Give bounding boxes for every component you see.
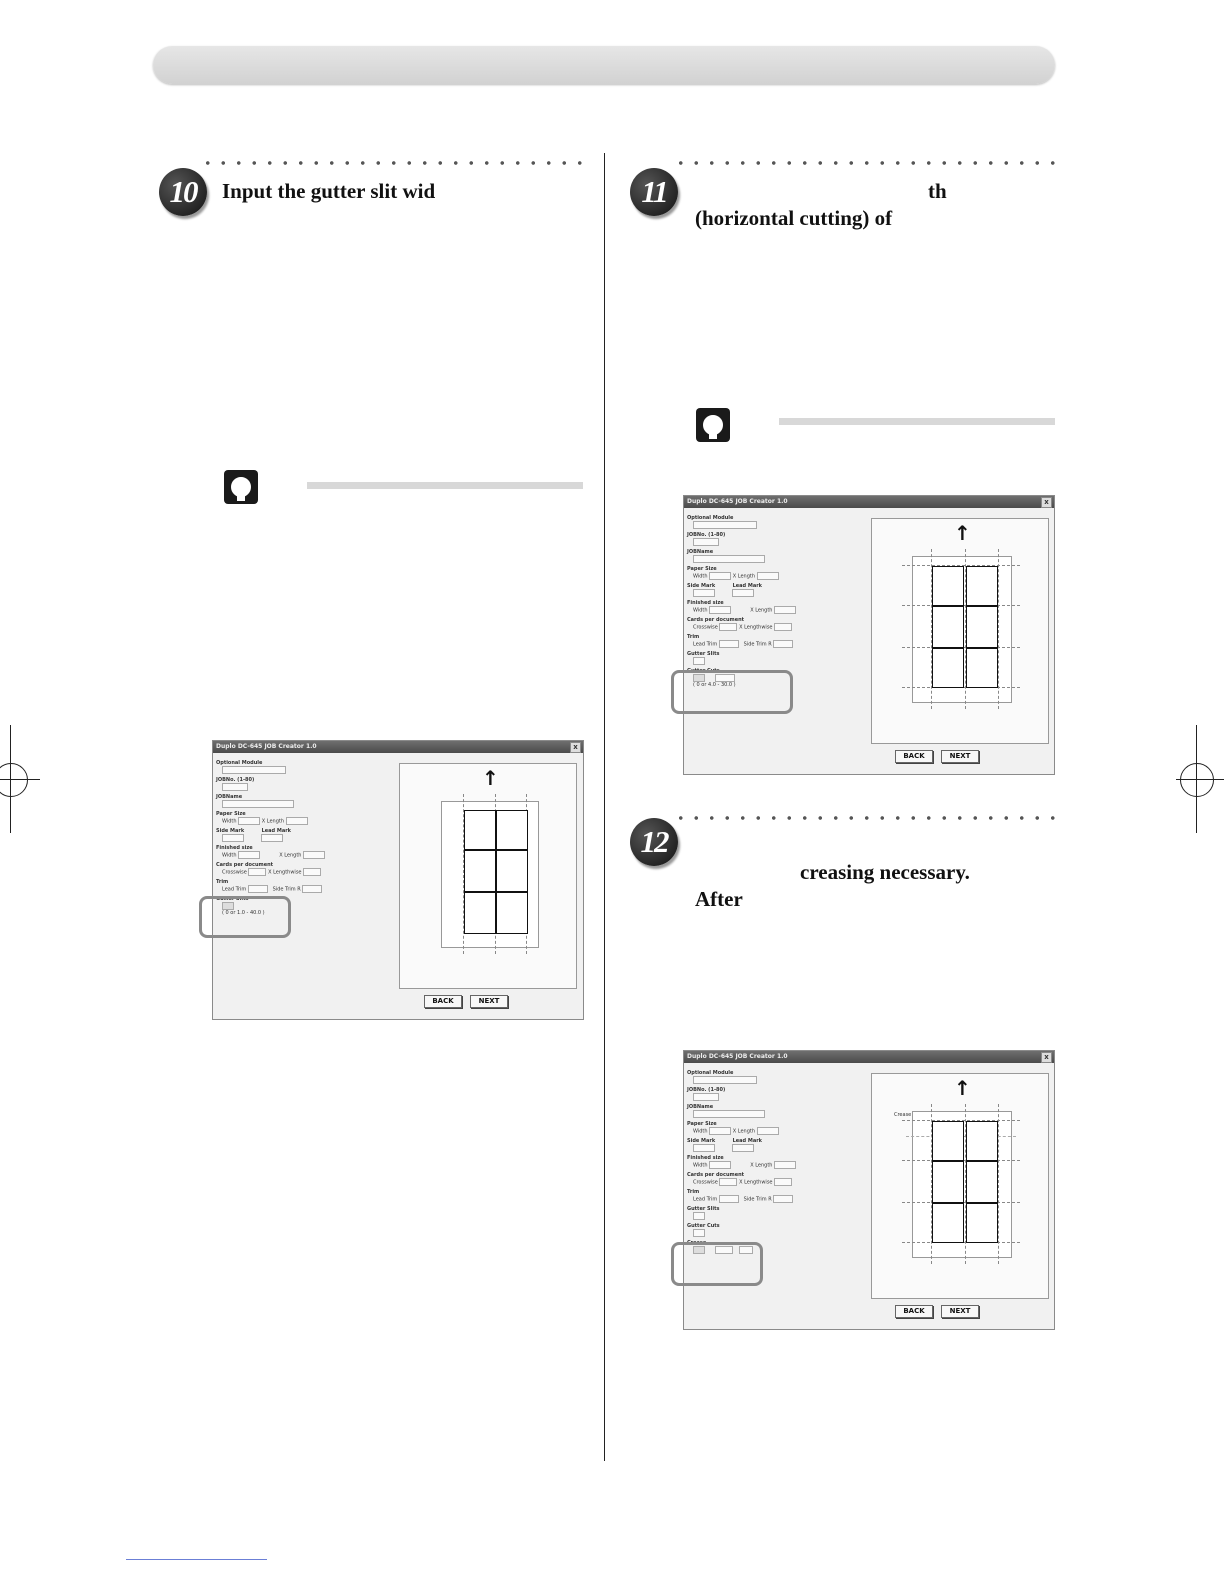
card: [966, 1203, 998, 1243]
job-name-field[interactable]: [693, 555, 765, 563]
lead-trim-label: Lead Trim: [222, 886, 247, 893]
registration-mark-right: [1180, 763, 1214, 797]
dialog-title-bar: [684, 496, 1054, 508]
gutter-slits-range: ( 0 or 1.0 - 40.0 ): [222, 910, 265, 916]
step-10-heading: Input the gutter slit wid: [222, 179, 436, 203]
step-10-number: 10: [159, 168, 207, 216]
gutter-cuts-highlight: [671, 670, 793, 714]
finished-width-field[interactable]: [709, 606, 731, 614]
side-mark-label: Side Mark: [687, 1138, 716, 1144]
crease-preview-label: Crease: [894, 1112, 912, 1118]
lengthwise-label: Lengthwise: [273, 869, 302, 876]
side-mark-field[interactable]: [693, 589, 715, 597]
card: [496, 892, 528, 934]
finished-length-label: Length: [755, 1162, 773, 1169]
footer-link-line: [126, 1559, 267, 1560]
finished-width-label: Width: [222, 852, 237, 859]
back-button[interactable]: BACK: [895, 1305, 933, 1318]
crease-highlight: [671, 1242, 763, 1286]
step-11-heading-line1: th: [928, 179, 947, 203]
gutter-slits-highlight: [199, 896, 291, 938]
card: [966, 1161, 998, 1203]
job-no-label: JOBNo. (1-80): [216, 777, 255, 783]
x-label: X: [732, 1128, 737, 1135]
crease-label: Crease: [687, 1240, 707, 1246]
x-label: X: [750, 1162, 754, 1169]
dialog-title: Duplo DC-645 JOB Creator 1.0: [687, 1053, 788, 1060]
x-label: X: [732, 573, 737, 580]
card: [966, 606, 998, 648]
job-name-field[interactable]: [693, 1110, 765, 1118]
finished-size-label: Finished size: [216, 845, 253, 851]
finished-length-label: Length: [284, 852, 302, 859]
side-trim-field[interactable]: [302, 885, 322, 893]
crosswise-label: Crosswise: [222, 869, 247, 876]
job-no-label: JOBNo. (1-80): [687, 1087, 726, 1093]
card: [464, 850, 496, 892]
lead-trim-field[interactable]: [248, 885, 268, 893]
gutter-slits-label: Gutter Slits: [216, 896, 249, 902]
paper-length-label: Length: [266, 818, 284, 825]
step-12-dotted-rule: [673, 815, 1058, 821]
dialog-form: [216, 757, 391, 916]
x-label: X: [739, 624, 743, 631]
card: [932, 606, 964, 648]
paper-length-label: Length: [737, 1128, 755, 1135]
step-12-heading-line2: After: [695, 887, 743, 911]
optional-module-select[interactable]: [693, 521, 757, 529]
card: [464, 810, 496, 850]
paper-width-label: Width: [222, 818, 237, 825]
paper-length-field[interactable]: [757, 572, 779, 580]
side-trim-label: Side Trim R: [743, 641, 772, 648]
paper-size-label: Paper Size: [687, 566, 717, 572]
step-12-number: 12: [630, 818, 678, 866]
card: [932, 1161, 964, 1203]
finished-length-field[interactable]: [303, 851, 325, 859]
finished-width-label: Width: [693, 1162, 708, 1169]
optional-module-select[interactable]: [693, 1076, 757, 1084]
x-label: X: [268, 869, 272, 876]
lengthwise-label: Lengthwise: [744, 624, 773, 631]
lead-trim-label: Lead Trim: [693, 641, 718, 648]
crosswise-label: Crosswise: [693, 1179, 718, 1186]
cut-line: [998, 549, 999, 709]
crosswise-field[interactable]: [719, 1178, 737, 1186]
finished-width-field[interactable]: [709, 1161, 731, 1169]
paper-length-field[interactable]: [757, 1127, 779, 1135]
cards-per-document-label: Cards per document: [687, 617, 745, 623]
back-button[interactable]: BACK: [895, 750, 933, 763]
lengthwise-field[interactable]: [774, 623, 792, 631]
finished-size-label: Finished size: [687, 1155, 724, 1161]
lead-mark-field[interactable]: [732, 1144, 754, 1152]
feed-direction-arrow-icon: ↑: [954, 521, 971, 545]
side-mark-label: Side Mark: [687, 583, 716, 589]
x-label: X: [739, 1179, 743, 1186]
card: [966, 1121, 998, 1161]
column-divider: [604, 153, 605, 1461]
trim-label: Trim: [216, 879, 229, 885]
dialog-form: [687, 512, 862, 688]
layout-preview: [871, 518, 1049, 744]
layout-preview: [399, 763, 577, 989]
side-mark-label: Side Mark: [216, 828, 245, 834]
job-name-label: JOBName: [687, 1104, 714, 1110]
finished-length-field[interactable]: [774, 606, 796, 614]
close-icon[interactable]: x: [1041, 497, 1052, 508]
crosswise-field[interactable]: [719, 623, 737, 631]
crosswise-label: Crosswise: [693, 624, 718, 631]
dialog-title-bar: [213, 741, 583, 753]
layout-preview: [871, 1073, 1049, 1299]
tip-icon: [224, 470, 258, 504]
gutter-slits-label: Gutter Slits: [687, 1206, 720, 1212]
paper-width-field[interactable]: [238, 817, 260, 825]
tip-bar: [307, 482, 583, 489]
side-mark-field[interactable]: [693, 1144, 715, 1152]
lead-mark-field[interactable]: [732, 589, 754, 597]
job-name-label: JOBName: [216, 794, 243, 800]
paper-length-label: Length: [737, 573, 755, 580]
step-11-heading-line2: (horizontal cutting) of: [695, 206, 893, 230]
finished-length-field[interactable]: [774, 1161, 796, 1169]
side-trim-label: Side Trim R: [272, 886, 301, 893]
gutter-slits-field[interactable]: [693, 657, 705, 665]
crosswise-field[interactable]: [248, 868, 266, 876]
dialog-title-bar: [684, 1051, 1054, 1063]
optional-module-select[interactable]: [222, 766, 286, 774]
job-no-field[interactable]: [693, 1093, 719, 1101]
lead-mark-field[interactable]: [261, 834, 283, 842]
lead-mark-label: Lead Mark: [261, 828, 292, 834]
card: [496, 810, 528, 850]
optional-module-label: Optional Module: [687, 1070, 734, 1076]
paper-length-field[interactable]: [286, 817, 308, 825]
cards-per-document-label: Cards per document: [216, 862, 274, 868]
job-no-field[interactable]: [693, 538, 719, 546]
paper-width-label: Width: [693, 1128, 708, 1135]
lead-trim-field[interactable]: [719, 640, 739, 648]
x-label: X: [261, 818, 266, 825]
lengthwise-label: Lengthwise: [744, 1179, 773, 1186]
paper-width-field[interactable]: [709, 572, 731, 580]
dialog-title: Duplo DC-645 JOB Creator 1.0: [216, 743, 317, 750]
lead-mark-label: Lead Mark: [732, 583, 763, 589]
cut-line: [998, 1104, 999, 1264]
step-11-number: 11: [630, 168, 678, 216]
side-mark-field[interactable]: [222, 834, 244, 842]
gutter-cuts-field[interactable]: [693, 1229, 705, 1237]
job-name-field[interactable]: [222, 800, 294, 808]
gutter-cuts-label: Gutter Cuts: [687, 1223, 720, 1229]
next-button[interactable]: NEXT: [470, 995, 508, 1008]
back-button[interactable]: BACK: [424, 995, 462, 1008]
card: [464, 892, 496, 934]
paper-size-label: Paper Size: [687, 1121, 717, 1127]
next-button[interactable]: NEXT: [941, 1305, 979, 1318]
paper-width-field[interactable]: [709, 1127, 731, 1135]
feed-direction-arrow-icon: ↑: [954, 1076, 971, 1100]
card: [966, 566, 998, 606]
tip-bar: [779, 418, 1055, 425]
header-bar: [153, 46, 1055, 84]
step-11-dotted-rule: [673, 160, 1058, 166]
card: [932, 1121, 964, 1161]
card: [966, 648, 998, 688]
step-12-heading-line1: creasing necessary.: [800, 860, 970, 884]
side-trim-field[interactable]: [773, 1195, 793, 1203]
lead-trim-label: Lead Trim: [693, 1196, 718, 1203]
job-creator-dialog-step-11: [683, 495, 1055, 775]
finished-size-label: Finished size: [687, 600, 724, 606]
feed-direction-arrow-icon: ↑: [482, 766, 499, 790]
job-creator-dialog-step-12: [683, 1050, 1055, 1330]
step-10-dotted-rule: [200, 160, 585, 166]
finished-length-label: Length: [755, 607, 773, 614]
job-no-field[interactable]: [222, 783, 248, 791]
x-label: X: [279, 852, 283, 859]
lengthwise-field[interactable]: [303, 868, 321, 876]
lengthwise-field[interactable]: [774, 1178, 792, 1186]
paper-width-label: Width: [693, 573, 708, 580]
side-trim-field[interactable]: [773, 640, 793, 648]
card: [496, 850, 528, 892]
gutter-cuts-label: Gutter Cuts: [687, 668, 720, 674]
x-label: X: [750, 607, 754, 614]
job-no-label: JOBNo. (1-80): [687, 532, 726, 538]
lead-mark-label: Lead Mark: [732, 1138, 763, 1144]
close-icon[interactable]: x: [570, 742, 581, 753]
card: [932, 566, 964, 606]
tip-icon: [696, 408, 730, 442]
finished-width-field[interactable]: [238, 851, 260, 859]
optional-module-label: Optional Module: [216, 760, 263, 766]
job-creator-dialog-step-10: [212, 740, 584, 1020]
dialog-title: Duplo DC-645 JOB Creator 1.0: [687, 498, 788, 505]
card: [932, 1203, 964, 1243]
side-trim-label: Side Trim R: [743, 1196, 772, 1203]
gutter-cuts-range: ( 0 or 4.0 - 30.0 ): [693, 682, 736, 688]
paper-size-label: Paper Size: [216, 811, 246, 817]
lead-trim-field[interactable]: [719, 1195, 739, 1203]
finished-width-label: Width: [693, 607, 708, 614]
trim-label: Trim: [687, 634, 700, 640]
job-name-label: JOBName: [687, 549, 714, 555]
cards-per-document-label: Cards per document: [687, 1172, 745, 1178]
optional-module-label: Optional Module: [687, 515, 734, 521]
next-button[interactable]: NEXT: [941, 750, 979, 763]
trim-label: Trim: [687, 1189, 700, 1195]
gutter-slits-field[interactable]: [693, 1212, 705, 1220]
registration-mark-left: [0, 763, 28, 797]
gutter-slits-label: Gutter Slits: [687, 651, 720, 657]
card: [932, 648, 964, 688]
close-icon[interactable]: x: [1041, 1052, 1052, 1063]
dialog-form: [687, 1067, 862, 1254]
